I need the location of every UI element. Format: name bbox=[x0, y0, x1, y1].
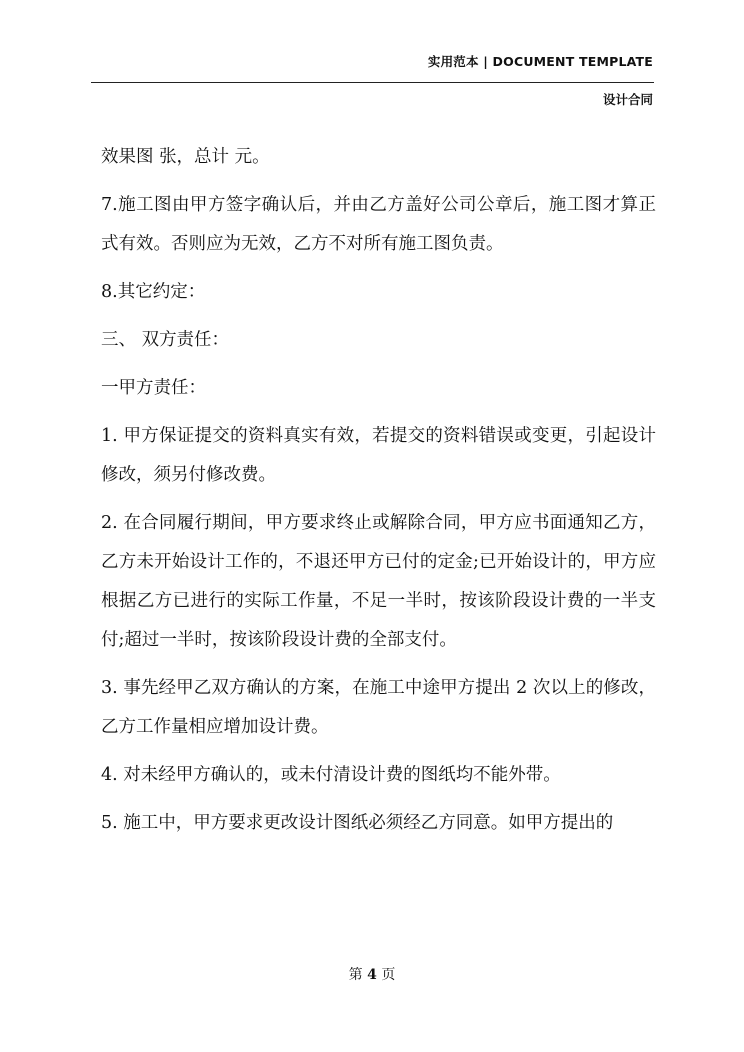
document-header-title: 实用范本 | DOCUMENT TEMPLATE bbox=[427, 54, 653, 69]
page-label-suffix: 页 bbox=[381, 967, 396, 983]
header-divider bbox=[91, 82, 654, 83]
document-header-subtitle: 设计合同 bbox=[602, 92, 653, 107]
section-heading: 三、 双方责任： bbox=[101, 330, 230, 350]
paragraph: 7.施工图由甲方签字确认后，并由乙方盖好公司公章后，施工图才算正式有效。否则应为无效，乙方不对所有施工图负责。 bbox=[101, 195, 656, 254]
page-number: 4 bbox=[367, 967, 377, 983]
page-footer bbox=[0, 964, 744, 984]
paragraph: 5. 施工中，甲方要求更改设计图纸必须经乙方同意。如甲方提出的 bbox=[101, 813, 614, 833]
paragraph: 8.其它约定： bbox=[101, 282, 206, 302]
page-label-prefix: 第 bbox=[348, 967, 363, 983]
paragraph: 1. 甲方保证提交的资料真实有效，若提交的资料错误或变更，引起设计修改，须另付修改费。 bbox=[101, 426, 656, 485]
subsection-heading: 一甲方责任： bbox=[101, 378, 206, 398]
paragraph: 2. 在合同履行期间，甲方要求终止或解除合同，甲方应书面通知乙方，乙方未开始设计工作的，不退还甲方已付的定金;已开始设计的，甲方应根据乙方已进行的实际工作量，不足一半时，按该阶段设计费的一半支付;超过一半时，按该阶段设计费的全部支付。 bbox=[101, 513, 656, 650]
document-body bbox=[101, 138, 656, 852]
paragraph: 4. 对未经甲方确认的，或未付清设计费的图纸均不能外带。 bbox=[101, 765, 561, 785]
paragraph: 3. 事先经甲乙双方确认的方案，在施工中途甲方提出 2 次以上的修改，乙方工作量相应增加设计费。 bbox=[101, 678, 656, 737]
paragraph: 效果图 张，总计 元。 bbox=[101, 147, 270, 167]
